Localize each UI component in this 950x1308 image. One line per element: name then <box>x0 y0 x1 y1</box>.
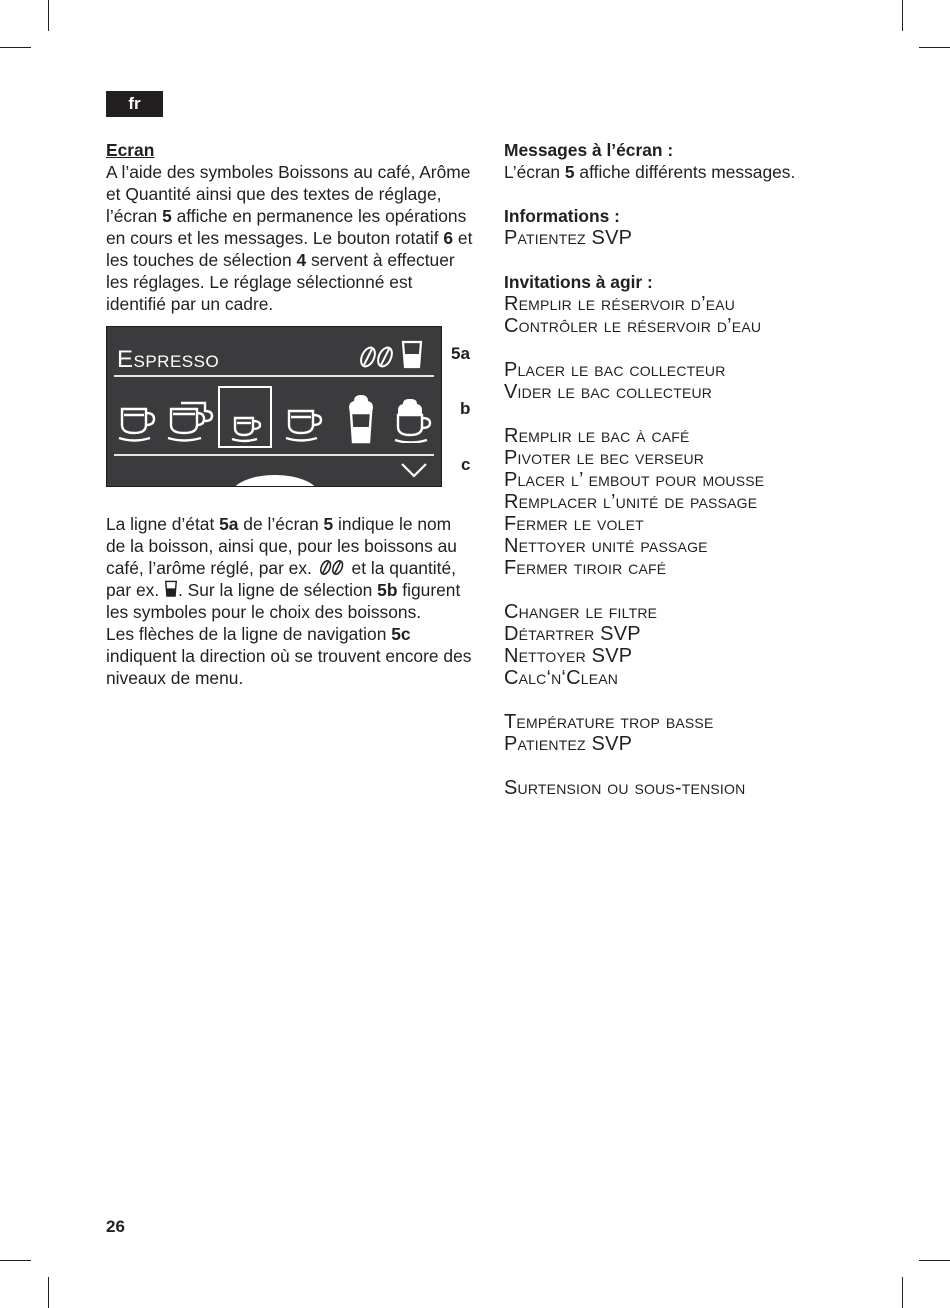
action-message: Vider le bac collecteur <box>504 381 713 403</box>
crop-mark <box>902 0 903 31</box>
messages-heading: Messages à l’écran : <box>504 140 674 160</box>
status-line-divider <box>114 375 434 377</box>
chevron-down-icon <box>400 461 428 479</box>
action-message: Placer l’ embout pour mousse <box>504 469 765 491</box>
quantity-cup-icon <box>400 340 424 370</box>
action-message: Patientez SVP <box>504 733 633 755</box>
crop-mark <box>0 1260 31 1261</box>
espresso-cup-icon <box>231 415 265 443</box>
informations-label: Informations : <box>504 206 620 226</box>
action-message: Détartrer SVP <box>504 623 641 645</box>
navigation-line-divider <box>114 454 434 456</box>
crop-mark <box>48 0 49 31</box>
callout-5a: 5a <box>451 344 470 363</box>
action-message: Contrôler le réservoir d’eau <box>504 315 762 337</box>
action-message: Remplir le bac à café <box>504 425 690 447</box>
action-message: Nettoyer unité passage <box>504 535 708 557</box>
crop-mark <box>919 47 950 48</box>
double-coffee-cup-icon <box>167 399 215 443</box>
crop-mark <box>902 1277 903 1308</box>
crop-mark <box>919 1260 950 1261</box>
display-illustration <box>106 326 442 487</box>
action-message: Fermer le volet <box>504 513 644 535</box>
action-message: Calc‘n‘Clean <box>504 667 619 689</box>
callout-c: c <box>461 455 471 474</box>
action-message: Nettoyer SVP <box>504 645 633 667</box>
coffee-cup-large-icon <box>117 401 157 443</box>
coffee-cup-icon <box>285 407 325 443</box>
right-column <box>504 139 834 799</box>
action-message: Remplacer l’unité de passage <box>504 491 758 513</box>
info-message: Patientez SVP <box>504 227 633 249</box>
status-line-paragraph: La ligne d’état 5a de l’écran 5 indique le nom de la boisson, ainsi que, pour les boissons au café, l’arôme réglé, par ex. et la quantité, par ex. . Sur la ligne de sélection 5b figurent les symboles pour le choix des boissons. <box>106 514 461 622</box>
section-heading: Ecran <box>106 140 155 160</box>
left-column-lower <box>106 513 474 689</box>
rotary-knob <box>231 475 319 487</box>
aroma-beans-icon <box>359 345 395 369</box>
intro-paragraph: A l’aide des symboles Boissons au café, Arôme et Quantité ainsi que des textes de réglage, l’écran 5 affiche en permanence les opérations en cours et les messages. Le bouton rotatif 6 et les touches de sélection 4 servent à effectuer les réglages. Le réglage sélectionné est identifié par un cadre. <box>106 162 473 314</box>
cappuccino-cup-icon <box>393 397 435 443</box>
crop-mark <box>48 1277 49 1308</box>
action-message: Placer le bac collecteur <box>504 359 726 381</box>
crop-mark <box>0 47 31 48</box>
action-message: Changer le filtre <box>504 601 658 623</box>
action-message-list <box>504 293 834 799</box>
action-message: Surtension ou sous-tension <box>504 777 746 799</box>
language-tab: fr <box>106 91 163 117</box>
callout-b: b <box>460 399 471 418</box>
navigation-line-paragraph: Les flèches de la ligne de navigation 5c indiquent la direction où se trouvent encore des niveaux de menu. <box>106 624 472 688</box>
action-message: Température trop basse <box>504 711 714 733</box>
messages-intro: L’écran 5 affiche différents messages. <box>504 162 796 182</box>
aroma-beans-inline-icon <box>317 559 347 576</box>
actions-label: Invitations à agir : <box>504 272 653 292</box>
action-message: Remplir le réservoir d’eau <box>504 293 736 315</box>
quantity-cup-inline-icon <box>164 580 178 598</box>
page-number: 26 <box>106 1217 125 1236</box>
left-column <box>106 139 474 315</box>
latte-macchiato-glass-icon <box>346 393 376 445</box>
display-title: Espresso <box>117 346 220 373</box>
action-message: Fermer tiroir café <box>504 557 667 579</box>
action-message: Pivoter le bec verseur <box>504 447 705 469</box>
